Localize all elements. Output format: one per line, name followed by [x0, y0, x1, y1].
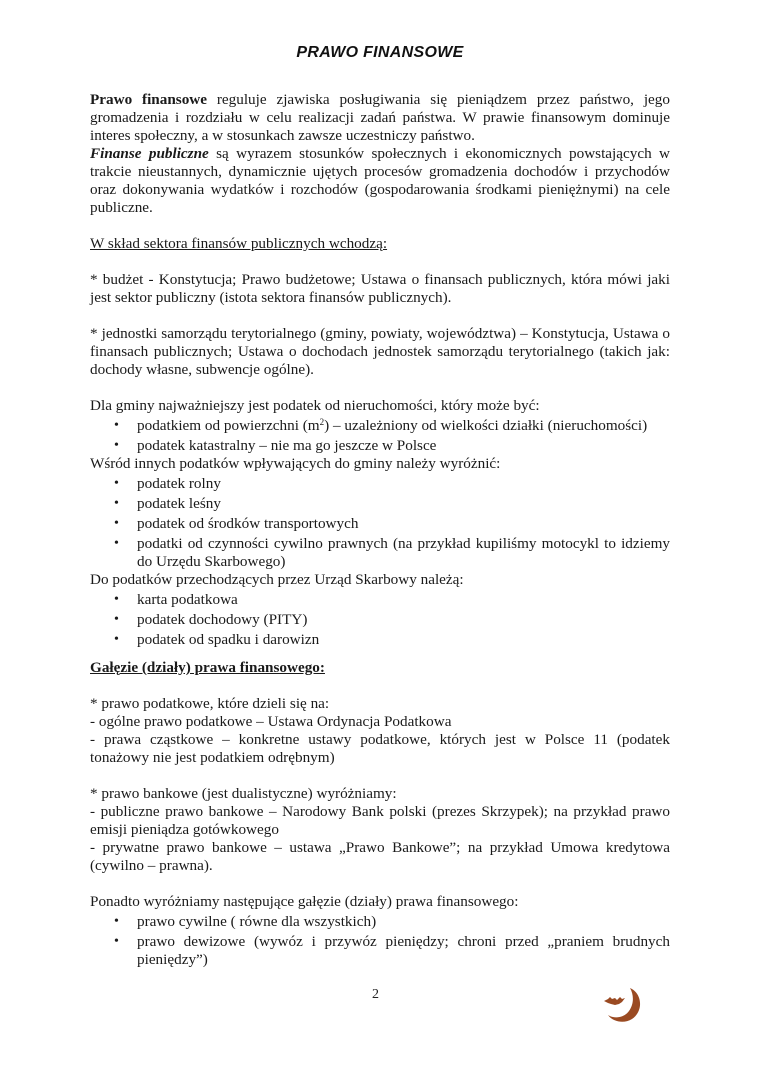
list-item: • karta podatkowa [114, 591, 238, 608]
bullet-icon: • [114, 516, 119, 531]
gmina-section [90, 397, 670, 649]
sector-item-jst: * jednostki samorządu terytorialnego (gminy, powiaty, województwa) – Konstytucja, Ustawa o finansach publicznych; Ustawa o dochodach jednostek samorządu terytorialnego (takich jak: dochody własne, subwencje ogólne). [90, 325, 670, 378]
moon-bat-icon [600, 985, 646, 1025]
bullet-icon: • [114, 536, 119, 551]
property-tax-list [90, 417, 670, 455]
bank-law-line: - publiczne prawo bankowe – Narodowy Bank polski (prezes Skrzypek); na przykład prawo emisji pieniądza gotówkowego [90, 803, 670, 838]
tax-law-line: - prawa cząstkowe – konkretne ustawy podatkowe, których jest w Polsce 11 (podatek tonażowy nie jest podatkiem odrębnym) [90, 731, 670, 766]
bank-law-line: - prywatne prawo bankowe – ustawa „Prawo Bankowe”; na przykład Umowa kredytowa (cywilno – prawna). [90, 839, 670, 874]
term-prawo-finansowe: Prawo finansowe [90, 91, 207, 108]
bullet-icon: • [114, 934, 119, 949]
intro-section [90, 91, 670, 217]
list-item: • podatek od środków transportowych [114, 515, 359, 532]
list-item: • podatki od czynności cywilno prawnych (na przykład kupiliśmy motocykl to idziemy do Urzędu Skarbowego) [114, 535, 670, 570]
tax-law-line: - ogólne prawo podatkowe – Ustawa Ordynacja Podatkowa [90, 713, 452, 730]
bullet-icon: • [114, 914, 119, 929]
list-item: • prawo cywilne ( równe dla wszystkich) [114, 913, 377, 930]
bullet-icon: • [114, 476, 119, 491]
bullet-icon: • [114, 418, 119, 433]
list-item: • podatek od spadku i darowizn [114, 631, 320, 648]
sector-item-budget: * budżet - Konstytucja; Prawo budżetowe; Ustawa o finansach publicznych, która mówi jaki jest sektor publiczny (istota sektora finansów publicznych). [90, 271, 670, 306]
list-item: • podatek katastralny – nie ma go jeszcze w Polsce [114, 437, 437, 454]
bank-law-section [90, 785, 670, 875]
us-taxes-list [90, 591, 670, 649]
other-branches-section [90, 893, 670, 969]
tax-law-line: * prawo podatkowe, które dzieli się na: [90, 695, 330, 712]
intro-paragraph-2: Finanse publiczne są wyrazem stosunków społecznych i ekonomicznych powstających w trakcie nieustannych, dynamicznie ujętych procesów gromadzenia dochodów i przychodów oraz dokonywania wydatków i rozchodów (gospodarowania środkami pieniężnymi) na cele publiczne. [90, 145, 670, 216]
page-title: PRAWO FINANSOWE [296, 44, 464, 61]
term-finanse-publiczne: Finanse publiczne [90, 145, 209, 162]
gmina-intro: Dla gminy najważniejszy jest podatek od nieruchomości, który może być: [90, 397, 540, 414]
bullet-icon: • [114, 438, 119, 453]
other-branches-list [90, 913, 670, 969]
bullet-icon: • [114, 592, 119, 607]
branches-heading: Gałęzie (działy) prawa finansowego: [90, 659, 325, 676]
other-taxes-list [90, 475, 670, 571]
list-item: • podatek rolny [114, 475, 221, 492]
other-taxes-intro: Wśród innych podatków wpływających do gminy należy wyróżnić: [90, 455, 501, 472]
sector-heading: W skład sektora finansów publicznych wchodzą: [90, 235, 388, 252]
bank-law-line: * prawo bankowe (jest dualistyczne) wyróżniamy: [90, 785, 397, 802]
tax-law-section [90, 695, 670, 767]
intro-paragraph-1: Prawo finansowe reguluje zjawiska posługiwania się pieniądzem przez państwo, jego gromadzenia i rozdziału w celu realizacji zadań państwa. W prawie finansowym dominuje interes społeczny, a w stosunkach zawsze uczestniczy państwo. [90, 91, 670, 144]
us-taxes-intro: Do podatków przechodzących przez Urząd Skarbowy należą: [90, 571, 464, 588]
list-item: • podatek dochodowy (PITY) [114, 611, 308, 628]
page-number: 2 [372, 987, 379, 1002]
list-item: • podatkiem od powierzchni $(m^2)$ – uzależniony od wielkości działki (nieruchomości) [114, 417, 648, 434]
list-item: • podatek leśny [114, 495, 221, 512]
bullet-icon: • [114, 632, 119, 647]
other-branches-intro: Ponadto wyróżniamy następujące gałęzie (działy) prawa finansowego: [90, 893, 519, 910]
list-item: • prawo dewizowe (wywóz i przywóz pieniędzy; chroni przed „praniem brudnych pieniędzy”) [114, 933, 670, 968]
bullet-icon: • [114, 496, 119, 511]
bullet-icon: • [114, 612, 119, 627]
